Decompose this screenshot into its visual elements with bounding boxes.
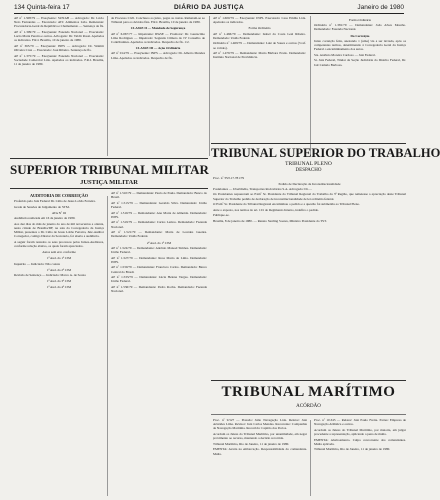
paragraph: AP nº 1.527/79 — Demandante: Rosa Maria de Lima. Demandado: INPS.: [111, 255, 207, 264]
paragraph: O Exmº Sr. Presidente do Tribunal Regional encaminhou o pedido e a questão foi submetida ao Tribunal Pleno.: [213, 202, 360, 207]
paragraph: A seguir foram restados os seus processos pelos Juízes-Auditores, conforme relação abaixo, os quais foram apreciados.: [14, 239, 104, 248]
paragraph: Ordinária nº 1.469/79 — Demandante: Luiz de Souza e outros (3 ref. ao 4 mais).: [213, 41, 306, 50]
column-2-top: [111, 16, 205, 156]
paragraph: Brasília, 8 de janeiro de 1980. — Renato Sterling Soares, Ministro Presidente do TST.: [213, 218, 327, 223]
paragraph: Sr. Juiz Federal, Titular da Seção Judiciária do Distrito Federal, Dr. Jair Camelo Barbosa.: [314, 58, 406, 67]
paragraph: Tribunal Marítimo, Rio de Janeiro, 11 de janeiro de 1980.: [213, 441, 290, 446]
section-heading: 1ª Aud. da 1ª CJM: [46, 256, 72, 261]
paragraph: AP nº 1.600/79 — Exeq'uente: INPS. Executado: Casa Emília Ltda. Apelados os indicados.: [213, 16, 306, 25]
section-heading: ATA Nº 02: [51, 210, 67, 215]
paragraph: de Processo Civil. Conclusos ao juízo, pagas as custas. Remetam-se ao Tribunal para os devidos fins. F.R.I. Brasília, 10 de janeiro de 1980.: [111, 16, 205, 25]
section-heading: 1ª Aud. da 2ª CJM: [46, 267, 72, 272]
column-divider: [107, 196, 108, 496]
stm-subtitle: JUSTIÇA MILITAR: [80, 179, 138, 186]
section-heading: Forma Ordinária: [348, 18, 372, 22]
paragraph: Proc. nº 10.345 — Relator: Juiz Paulo Freire. Partes: Empresa de Navegação Atlântica e outros.: [314, 418, 406, 427]
column-divider: [310, 420, 311, 496]
running-header: [14, 3, 404, 14]
column-divider: [209, 16, 210, 156]
paragraph: Ante o exposto, nos termos do art. 101 do Regimento Interno, indefiro o pedido.: [213, 207, 319, 212]
section-heading: CLASSE II — Mandado de Segurança: [130, 26, 186, 31]
page-number-date: 134 Quinta-feira 17: [14, 4, 70, 11]
paragraph: Audiência realizada em 16 de janeiro de 1980.: [14, 216, 76, 220]
section-heading: 1ª Aud. da 3ª CJM: [46, 279, 72, 284]
paragraph: AP nº 1.516/79 — Demandante: Ana Maria de Almeida. Demandado: INPS.: [111, 210, 207, 219]
paragraph: AP nº 1.530/79 — Demandante: Francisco Carlos. Demandado: Banco Central do Brasil.: [111, 265, 207, 274]
paragraph: Publique-se.: [213, 213, 230, 218]
section-heading: Autos sem erro conforme: [42, 250, 76, 255]
tm-section: ACÓRDÃO: [296, 404, 321, 409]
paragraph: Acordam os Juízes do Tribunal Marítimo, por maioria, em julgar procedente a representação, aplicando a pena de multa.: [314, 427, 406, 436]
column-1-top: [14, 16, 104, 156]
divider-rule: [211, 414, 406, 415]
section-heading: Pedido de Declaração de Inconstitucionalidade: [278, 181, 341, 186]
stm-column-1: [14, 191, 104, 496]
paragraph: AP nº 1.375/79 — Exeq'uente: Fazenda Nacional — Executado: Sociedade Comercial Ltda. Apelados os indicados. F.R.I. Brasília, 11 de janeiro de 1980.: [14, 53, 104, 67]
tst-title: TRIBUNAL SUPERIOR DO TRABALHO: [211, 146, 440, 160]
section-heading: CLASSE III — Ação Ordinária: [135, 46, 181, 51]
auditoria-heading: AUDITORIA DE CORREIÇÃO: [29, 193, 89, 198]
paragraph: Proc. nº TST-17.781/79: [213, 176, 245, 180]
section-heading: Da Correição: [350, 33, 370, 38]
paragraph: AP nº 1.521/79 — Demandante: Maria de Lourdes Guedes. Demandado: União Federal.: [111, 230, 207, 239]
paragraph: Junto correição feita, anexando 1 (uma) via a ser lavrada, após os competentes termos, determinando à Corregedoria Geral da Justiça Federal o encaminhamento dos autos.: [314, 38, 406, 52]
paragraph: AP nº 1.309/79 — Exeq'uente: Fazenda Nacional — Executado: Lucia Maria Pereira e outros. Advogado: Dr. Valdir Rossi. Apelados os indicados. F.R.I. Brasília, 10 de janeiro de 1980.: [14, 30, 104, 43]
paragraph: AP nº 1.519/79 — Demandante: Carlos Lemos. Demandado: Fazenda Nacional.: [111, 220, 207, 229]
paragraph: Inquérito — Indiciado: Não consta: [14, 261, 60, 266]
column-divider: [310, 16, 311, 156]
paragraph: EMENTA: Avaria na embarcação. Responsabilidade do comandante. Multa.: [213, 447, 307, 456]
paragraph: AP nº 365/79 — Exeq'uente: INPS — Advogado: Dr. Walmir Oliveira Cruz — Executado: José Ribeiro. Sentença de fls.: [14, 44, 104, 53]
paragraph: AP nº 1.308/79 — Exeq'uente: SUNAB — Advogado: Dr. Lúcio Neto Fernandes — Executado: ATC Alimentos Ltda. Remetente: Procuradoria-Geral da República e Chamamento — Sentença de fls.: [14, 16, 104, 29]
divider-rule: [10, 188, 208, 189]
paragraph: EMENTA: Abalroamento. Culpa concorrente dos comandantes. Multa aplicada.: [314, 437, 406, 446]
newspaper-title: DIÁRIO DA JUSTIÇA: [173, 4, 245, 11]
paragraph: Proferido pelo Juiz Federal Dr. Célio de Jesus Lobão Ferreira.: [14, 199, 96, 203]
paragraph: Grade de Sessões de Julgamento do STM.: [14, 204, 70, 209]
paragraph: AP nº 1.510/79 — Demandante: Paulo de Paula. Demandado: Banco do Brasil.: [111, 191, 207, 200]
paragraph: AP nº 1.479/79 — Demandante: Maria Bárbara Prado. Demandado: Instituto Nacional de Previdência.: [213, 51, 306, 60]
section-heading: 1ª Aud. da 4ª CJM: [46, 285, 72, 290]
paragraph: Proc. nº 9.527 — Pressão: Julio Navegação Ltda. Relator: Juiz Aristides Lima. Revisor: Juiz Carlos Mendes. Recorrente: Companhia de Navegação Marítima. Recorrido: Capitão dos Portos.: [213, 418, 307, 431]
paragraph: Revisão de Sentença — Indiciado: Marco A. de Souza: [14, 273, 86, 278]
tst-body: [213, 176, 406, 376]
column-divider: [107, 16, 108, 156]
paragraph: AP nº 1.513/79 — Demandante: Geraldo Silva. Demandado: União Federal.: [111, 200, 207, 209]
paragraph: Aos dez dias do mês de janeiro do ano de mil novecentos e oitenta, nesta cidade de Brasília/DF, na sala da Corregedoria da Justiça Militar, presentes o Dr. Célio de Jesus Lobão Ferreira, Juiz-Auditor Corregedor, comigo Diretor da Secretaria, foi aberta a audiência.: [14, 221, 104, 239]
paragraph: Srs. Antônio Moreira Cardoso — Juiz Federal.: [314, 52, 376, 57]
section-heading: 2ª Aud. da 1ª CJM: [146, 240, 172, 245]
tm-title: TRIBUNAL MARÍTIMO: [221, 384, 396, 400]
paragraph: AP nº 1.524/79 — Demandante: Antônio Manoel Simões. Demandado: União Federal.: [111, 245, 207, 254]
divider-rule: [10, 158, 208, 159]
paragraph: AP nº 6.067/77 — Impetrante: IPASE — Promotor: Dr. Guaracimo Lima Rodrigues — Impetrado: Segunda Câmara do IV Conselho de Contribuintes. Apelados os indicados. Despacho de fls. 1/2.: [111, 31, 205, 45]
paragraph: Acordam os Juízes do Tribunal Marítimo, por unanimidade, em negar provimento ao recurso, mantendo a decisão recorrida.: [213, 432, 307, 441]
divider-rule: [211, 380, 406, 381]
paragraph: AP nº 1.536/79 — Demandante: Pedro Rocha. Demandado: Fazenda Nacional.: [111, 284, 207, 294]
tm-column-1: [213, 418, 307, 496]
paragraph: AP nº 014/79 — Exeq'uente: INPS — Advogado: Dr. Alberto Mendes Lima. Apelados os indicados. Despacho de fls.: [111, 51, 205, 60]
column-4-top: [314, 16, 406, 156]
tm-column-2: [314, 418, 406, 496]
paragraph: Os Postulantes requereram ao Exmº Sr. Presidente do Tribunal Regional do Trabalho da 3ª Região, que remetesse a apreciação deste Tribunal Superior do Trabalho pedido de declaração de inconstitucionalidade de lei ordinária federal.: [213, 192, 406, 201]
paragraph: AP nº 1.533/79 — Demandante: Lúcia Helena Vargas. Demandado: União Federal.: [111, 275, 207, 284]
stm-title: SUPERIOR TRIBUNAL MILITAR: [10, 162, 209, 177]
tst-subtitle: TRIBUNAL PLENO: [285, 161, 332, 167]
paragraph: Tribunal Marítimo, Rio de Janeiro, 11 de janeiro de 1980.: [314, 447, 391, 452]
issue-date: Janeiro de 1980: [357, 4, 404, 11]
stm-column-2: [111, 191, 207, 496]
section-heading: Forma Ordinária: [248, 26, 271, 31]
tst-section: DESPACHO: [295, 168, 322, 173]
column-3-top: [213, 16, 306, 142]
divider-rule: [211, 143, 406, 144]
paragraph: AP nº 1.466/79 — Demandante: Isabel da Costa Leal Ribeiro. Demandado: União Federal.: [213, 31, 306, 40]
paragraph: Postulantes — Uberlândia, Transportes Rodoviários S.A. Advogado: Dr. ...: [213, 186, 312, 191]
paragraph: Ordinária nº 1.381/79 — Demandante: João Alves Mourão. Demandado: Fazenda Nacional.: [314, 23, 406, 32]
